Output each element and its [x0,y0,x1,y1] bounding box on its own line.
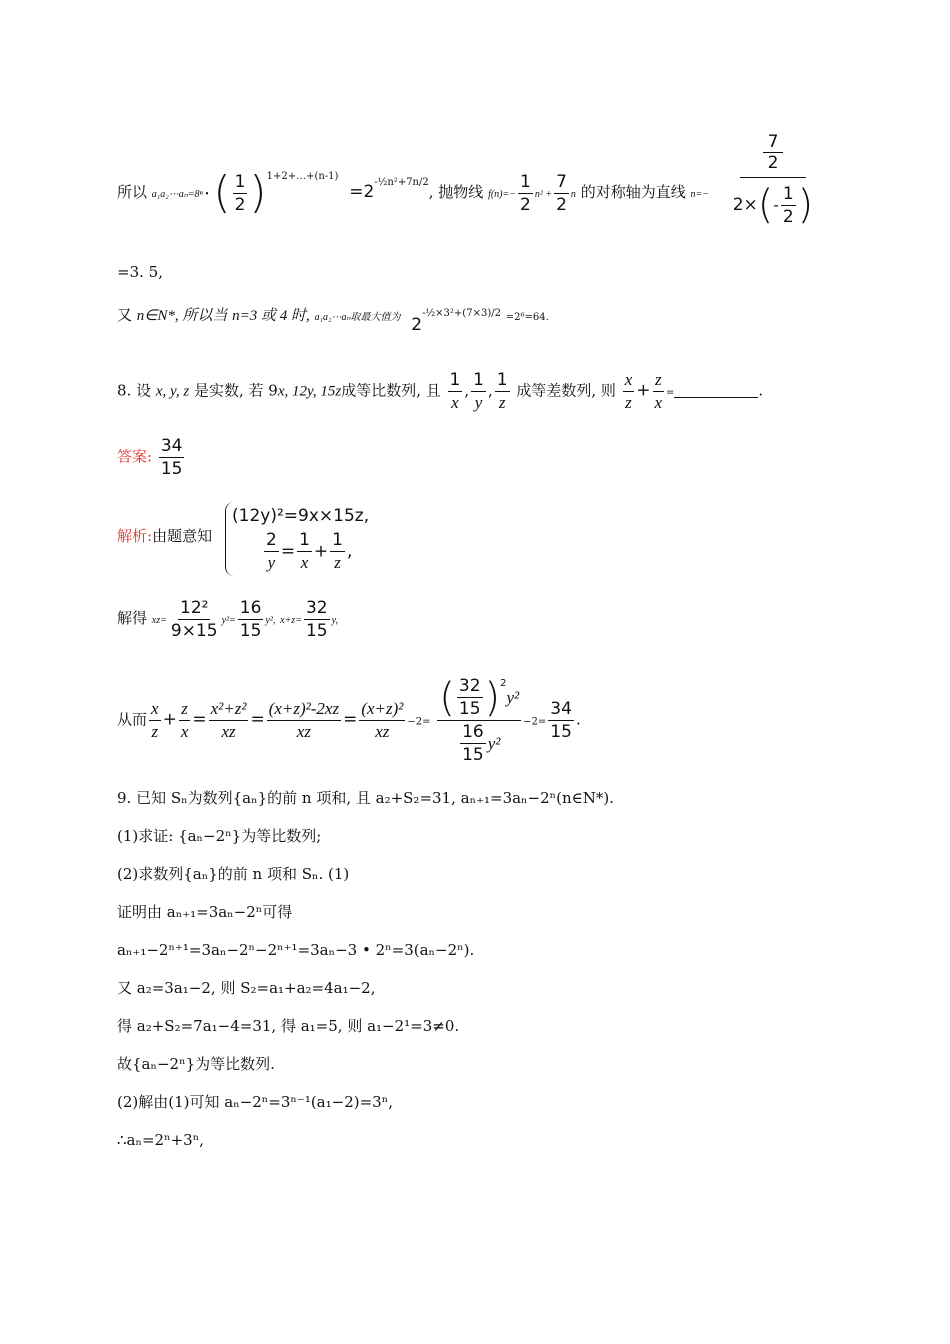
q8-analysis [117,526,212,546]
then-minus-1: −2= [407,716,431,728]
q9-proof2: aₙ₊₁−2ⁿ⁺¹=3aₙ−2ⁿ−2ⁿ⁺¹=3aₙ−3 • 2ⁿ=3(aₙ−2ⁿ). [117,941,475,959]
q8-text3: y, 15 [307,383,336,400]
l3-b: n∈N*, 所以当 [136,308,228,324]
answer-label: 答案: [117,447,153,466]
q9-sol2: ∴aₙ=2ⁿ+3ⁿ, [117,1131,204,1149]
q9-proof4: 得 a₂+S₂=7a₁−4=31, 得 a₁=5, 则 a₁−2¹=3≠0. [117,1017,460,1035]
line-3: 又 n∈N*, 所以当 n=3 或 4 时, a₁a₂⋯aₙ取最大值为 $2^{-\frac{1}{2}\times 3^2+(7\times 3)/2} =2^6=64$. [117,306,549,335]
l3-a: 又 [117,306,133,324]
q8-then: 从而 $\frac{x}{z}$ + $\frac{z}{x}$ = $\frac{\text{x²+z²}}{xz}$ = $\frac{\text{(x+z)²-2xz}}{xz}$ = $\frac{\text{(x+z)²}}{xz}$ −2= ( $\frac{32}{15}$ ) 2 y² $\frac{16}{15}$ y² −2= $\frac{34}{15}$ . [117,674,581,765]
q8-text5: 成等比数列, 且 [341,381,441,400]
big-fraction: ( $\frac{32}{15}$ ) 2 y² $\frac{16}{15}$ y² [439,674,520,765]
solve-xpz: x+z= [280,615,302,626]
l1-eq2: =2 [349,182,375,202]
q9-proof5: 故{aₙ−2ⁿ}为等比数列. [117,1055,275,1073]
l1-n: n=− [690,189,709,200]
q8-text6: 成等差数列, 则 [516,381,616,400]
l1-exp2: -½n²+7n/2 [374,177,429,188]
l1-f: f(n)=− [488,189,516,200]
q9-p1: (1)求证: {aₙ−2ⁿ}为等比数列; [117,827,322,845]
q8-stem-label: 8. 设 [117,381,152,400]
l1-paren-open: ( [213,167,231,218]
l2-text: =3. 5, [117,263,163,281]
analysis-label: 解析: [117,527,153,545]
line-2 [117,262,163,282]
q8-text1: 是实数, 若 9 [193,381,278,400]
then-label: 从而 [117,710,148,729]
l1-paren-close: ) [249,167,267,218]
q9-stem: 9. 已知 Sₙ为数列{aₙ}的前 n 项和, 且 a₂+S₂=31, aₙ₊₁=3aₙ−2ⁿ(n∈N*). [117,789,615,807]
l1-prefix: 所以 [117,183,148,201]
analysis-text: 由题意知 [152,527,213,545]
system-eq2: $\frac{2}{y}$ = $\frac{1}{x}$ + $\frac{1}{z}$ , [266,530,353,572]
answer-blank [674,383,758,398]
q9-proof3: 又 a₂=3a₁−2, 则 S₂=a₁+a₂=4a₁−2, [117,979,376,997]
q8-text2: x, 12 [277,383,308,400]
l3-d: a₁a₂⋯aₙ取最大值为 [314,312,401,323]
l1-frac-half: $\frac{1}{2}$ [520,171,531,215]
solve-y2: y², [265,615,276,626]
q8-text4: z [335,383,342,400]
answer-fraction: $\frac{34}{15}$ [160,436,183,479]
l1-mid: , 抛物线 [428,183,484,201]
l1-tail: 的对称轴为直线 [580,183,686,201]
q8-answer [117,436,186,479]
l1-half: $\frac{1}{2}$ [234,171,246,215]
line-1: 所以 a₁a₂⋯aₙ=8ⁿ • ( $\frac{1}{2}$ )$^{1+2+\dots+(n-1)} =2^{-\frac{1}{2}n^2+7n/2}$, 抛物线 f(n)=− $\frac{1}{2}$ n² + $\frac{7}{2}$ n 的对称轴为直线 n=− [117,167,709,218]
q8-vars: x, y, z [155,383,190,400]
l1-product: a₁a₂⋯aₙ=8ⁿ • [151,189,209,200]
solve-mid: y²= [221,615,236,626]
l3-c: n=3 或 4 时, [232,308,310,324]
q9-p2: (2)求数列{aₙ}的前 n 项和 Sₙ. (1) [117,865,350,883]
l1-frac-7-2: $\frac{7}{2}$ [556,171,567,215]
system-eq1: (12y)²=9x×15z, [232,506,370,526]
then-end: −2= [523,716,547,728]
l1-exp: 1+2+…+(n-1) [266,171,339,182]
q8-solve: 解得 xz= $\frac{\text{12²}}{9\times 15}$ y²= $\frac{16}{15}$ y², x+z= $\frac{32}{15}$ y, [117,597,338,641]
q8-text7: = [666,387,675,399]
q9-proof1: 证明由 aₙ₊₁=3aₙ−2ⁿ可得 [117,903,293,921]
q9-sol1: (2)解由(1)可知 aₙ−2ⁿ=3ⁿ⁻¹(a₁−2)=3ⁿ, [117,1093,393,1111]
solve-y: y, [331,615,338,626]
solve-label: 解得 [117,609,148,627]
solve-xz: xz= [151,615,167,626]
q8-stem: 8. 设 x, y, z 是实数, 若 9x, 12y, 15z成等比数列, 且 $\frac{1}{x}$ , $\frac{1}{y}$ , $\frac{1}{z}$ 成等差数列, 则 $\frac{x}{z}$ + $\frac{z}{x}$ = . [117,370,764,412]
l3-e: =2⁶=64. [505,312,549,323]
axis-fraction: 7 2 2× ( - $\frac{1}{2}$ ) [732,132,814,228]
